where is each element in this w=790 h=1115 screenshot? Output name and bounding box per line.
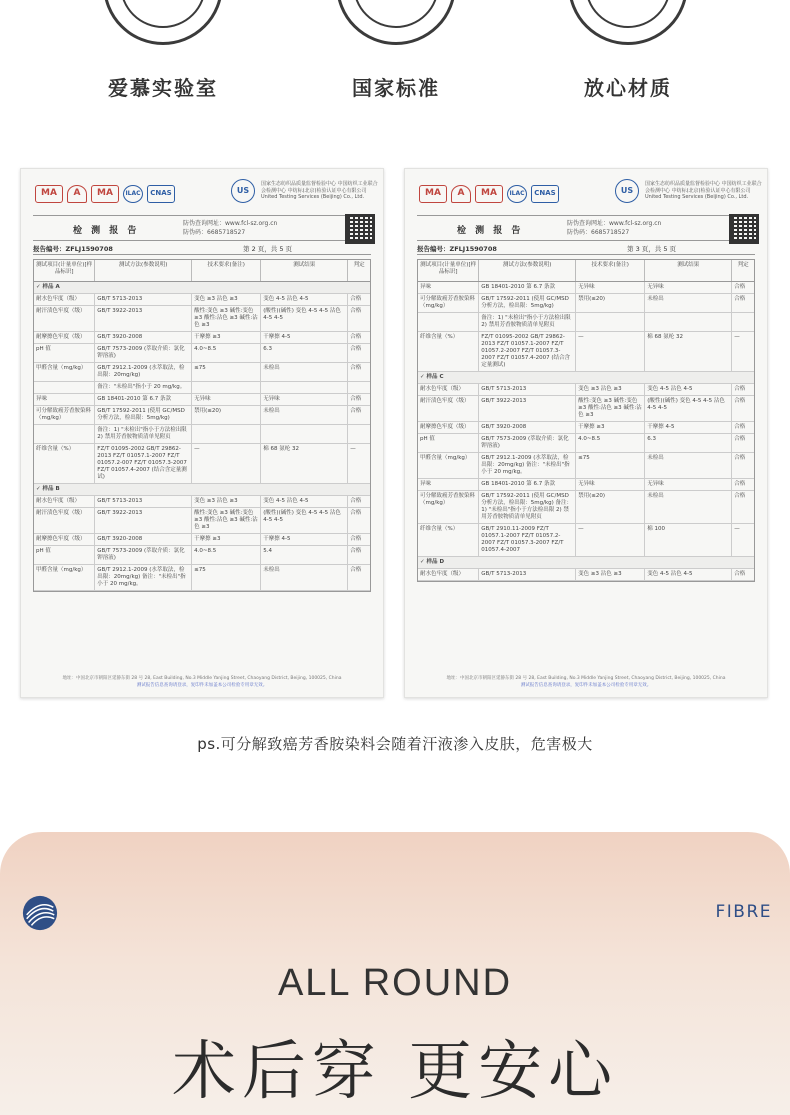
table-cell: GB/T 2912.1-2009 (水萃取法，检出限：20mg/kg) 备注："未检出"指小于 20 mg/kg。 [95, 565, 192, 590]
table-row [418, 384, 754, 396]
table-row [34, 306, 370, 332]
cert-badge-icon: ILAC [123, 185, 143, 203]
footer-note: 测试报告信息查询请登录，复印件未加盖本公司检验专用章无效。 [136, 683, 268, 688]
table-cell: GB/T 17592-2011 (使用 GC/MSD 分析方法，检出限：5mg/kg) 备注：1) "未检出"指小于方法检出限 2) 禁用芳香胺物质清单见附页 [479, 491, 576, 523]
table-cell: 合格 [734, 386, 746, 392]
table-cell: 合格 [350, 408, 362, 414]
table-cell: 酸性:变色 ≥3 碱性:变色 ≥3 酸性:沾色 ≥3 碱性:沾色 ≥3 [576, 396, 645, 421]
table-cell: 干摩擦 ≥3 [576, 422, 645, 433]
column-header: 测试项目(计量单位)[样品标识] [34, 260, 95, 281]
table-cell: 合格 [734, 455, 746, 461]
lab-name: 国家生态纺织品质量监督检验中心 中国纺织工业联合会检测中心 中纺标(北京)检验认证中心有限公司 United Testing Services (Beijing) Co., Ltd. [645, 181, 762, 200]
table-cell: GB/T 5713-2013 [479, 569, 576, 580]
lab-icon [103, 0, 223, 45]
table-cell: 棉 100 [645, 524, 732, 556]
report-number: 报告编号：ZFLJ1590708 [33, 245, 113, 253]
table-row [418, 524, 754, 557]
table-row [418, 422, 754, 434]
cert-badge-icon: CNAS [147, 185, 175, 203]
table-row [34, 546, 370, 565]
table-cell: 异味 [418, 282, 479, 293]
table-cell: 未检出 [645, 294, 732, 312]
table-cell: 合格 [734, 493, 746, 499]
column-header: 判定 [353, 262, 365, 268]
table-cell: 干摩擦 4-5 [645, 422, 732, 433]
cert-badge-icon: MA [35, 185, 63, 203]
table-row [34, 508, 370, 534]
table-cell [261, 425, 348, 443]
table-cell: ✓ 样品 C [420, 374, 444, 380]
table-cell: 耐汗渍色牢度（级） [34, 508, 95, 533]
report-title: 检 测 报 告 [73, 226, 140, 236]
table-cell: GB 18401-2010 第 6.7 条款 [95, 394, 192, 405]
table-cell [732, 313, 754, 331]
table-cell: 备注："未检出"指小于 20 mg/kg。 [95, 382, 192, 393]
table-row [34, 496, 370, 508]
table-cell: 备注：1) "未检出"指小于方法检出限 2) 禁用芳香胺物质清单见附页 [95, 425, 192, 443]
table-cell [192, 425, 261, 443]
table-cell: GB/T 7573-2009 (萃取介质：氯化钾溶液) [95, 546, 192, 564]
table-cell: FZ/T 01095-2002 GB/T 29862-2013 FZ/T 01057.1-2007 FZ/T 01057.2-007 FZ/T 01057.3-2007 FZ/T 01057.4-2007 (结合含定量测试) [95, 444, 192, 483]
table-cell: (酸性)(碱性) 变色 4-5 4-5 沾色 4-5 4-5 [261, 306, 348, 331]
table-cell [261, 382, 348, 393]
table-cell: 干摩擦 ≥3 [192, 534, 261, 545]
table-cell: 干摩擦 4-5 [261, 534, 348, 545]
banner-headline: 术后穿 更安心 [171, 1035, 619, 1109]
table-cell: 酸性:变色 ≥3 碱性:变色 ≥3 酸性:沾色 ≥3 碱性:沾色 ≥3 [192, 306, 261, 331]
column-header: 技术要求(备注) [192, 260, 261, 281]
table-cell: GB 18401-2010 第 6.7 条款 [479, 479, 576, 490]
table-cell: 合格 [734, 481, 746, 487]
table-cell: GB/T 2912.1-2009 (水萃取法，检出限：20mg/kg) 备注："未检出"指小于 20 mg/kg。 [479, 453, 576, 478]
table-cell: GB/T 17592-2011 (使用 GC/MSD 分析方法，检出限：5mg/kg) [95, 406, 192, 424]
table-cell: 6.3 [261, 344, 348, 362]
table-cell: 纤维含量（%） [418, 524, 479, 556]
table-cell: GB/T 3922-2013 [95, 306, 192, 331]
report-footer [33, 675, 371, 689]
table-row [418, 313, 754, 332]
table-cell: 合格 [350, 365, 362, 371]
table-cell: 合格 [350, 567, 362, 573]
table-cell: 合格 [350, 308, 362, 314]
table-cell: 无异味 [261, 394, 348, 405]
table-row [418, 434, 754, 453]
table-cell: ≤75 [192, 565, 261, 590]
qr-code-icon [729, 214, 759, 244]
column-header: 技术要求(备注) [576, 260, 645, 281]
sample-section [418, 557, 754, 569]
table-cell: 干摩擦 4-5 [261, 332, 348, 343]
table-cell: 4.0~8.5 [192, 344, 261, 362]
sample-section [34, 484, 370, 496]
qr-code-icon [345, 214, 375, 244]
table-cell: 合格 [734, 398, 746, 404]
cert-badge-icon: A [67, 185, 87, 203]
table-cell: 合格 [734, 296, 746, 302]
table-cell: pH 值 [418, 434, 479, 452]
table-cell [348, 425, 370, 443]
table-cell: 可分解致癌芳香胺染料（mg/kg） [34, 406, 95, 424]
table-cell: 合格 [350, 296, 362, 302]
table-header [34, 260, 370, 282]
report-number-row [33, 241, 371, 255]
table-row [34, 534, 370, 546]
table-row [34, 394, 370, 406]
table-cell: 禁用(≤20) [576, 294, 645, 312]
table-row [418, 479, 754, 491]
table-cell: 纤维含量（%） [418, 332, 479, 371]
table-cell: 耐摩擦色牢度（级） [418, 422, 479, 433]
footer-address: 地址：中国北京市朝阳区延静东街 28 号 28, East Building, No.3 Middle Yanjing Street, Chaoyang District, Beijing, 100025, China [62, 676, 342, 681]
table-cell: 可分解致癌芳香胺染料（mg/kg） [418, 491, 479, 523]
table-row [34, 344, 370, 363]
table-cell [576, 313, 645, 331]
results-table [417, 259, 755, 582]
table-cell: pH 值 [34, 344, 95, 362]
table-row [418, 282, 754, 294]
table-cell: 酸性:变色 ≥3 碱性:变色 ≥3 酸性:沾色 ≥3 碱性:沾色 ≥3 [192, 508, 261, 533]
table-cell: 4.0~8.5 [576, 434, 645, 452]
lab-logo-icon: US [615, 179, 639, 203]
table-cell: — [576, 524, 645, 556]
cert-badge-icon: MA [419, 185, 447, 203]
table-row [34, 363, 370, 382]
table-cell: 未检出 [645, 453, 732, 478]
table-cell: 异味 [34, 394, 95, 405]
table-cell [192, 382, 261, 393]
table-row [418, 396, 754, 422]
feature-label: 放心材质 [584, 76, 672, 100]
table-cell: GB/T 2912.1-2009 (水萃取法，检出限：20mg/kg) [95, 363, 192, 381]
table-cell: 变色 4-5 沾色 4-5 [645, 569, 732, 580]
table-row [34, 332, 370, 344]
table-cell: 合格 [350, 334, 362, 340]
table-cell: 合格 [350, 536, 362, 542]
column-header: 判定 [737, 262, 749, 268]
table-cell: 变色 ≥3 沾色 ≥3 [192, 496, 261, 507]
verify-code: 防伪码：6685718527 [183, 229, 246, 236]
verify-info [567, 219, 661, 237]
table-cell: 耐水色牢度（级） [34, 294, 95, 305]
table-row [34, 406, 370, 425]
table-cell: 变色 ≥3 沾色 ≥3 [576, 569, 645, 580]
table-cell: 未检出 [261, 406, 348, 424]
table-cell: — [192, 444, 261, 483]
table-cell: pH 值 [34, 546, 95, 564]
table-cell: GB/T 5713-2013 [479, 384, 576, 395]
table-cell: 纤维含量（%） [34, 444, 95, 483]
table-cell: 耐汗渍色牢度（级） [418, 396, 479, 421]
lab-logo-icon: US [231, 179, 255, 203]
table-cell: — [734, 334, 740, 340]
table-cell: 耐水色牢度（级） [418, 384, 479, 395]
table-cell: — [350, 446, 356, 452]
feature-label: 国家标准 [352, 76, 440, 100]
table-cell: 5.4 [261, 546, 348, 564]
cert-badge-icon: A [451, 185, 471, 203]
table-row [418, 491, 754, 524]
table-cell: 耐摩擦色牢度（级） [34, 534, 95, 545]
table-cell: — [576, 332, 645, 371]
table-cell: 异味 [418, 479, 479, 490]
table-cell: 无异味 [576, 282, 645, 293]
table-row [34, 425, 370, 444]
column-header: 测试结果 [261, 260, 348, 281]
table-cell: 干摩擦 ≥3 [192, 332, 261, 343]
table-cell: 未检出 [261, 565, 348, 590]
table-cell: 禁用(≤20) [192, 406, 261, 424]
verify-info [183, 219, 277, 237]
table-cell [348, 382, 370, 393]
table-row [34, 444, 370, 484]
page-number: 第 3 页，共 5 页 [627, 245, 677, 253]
table-row [418, 453, 754, 479]
cert-badge-icon: MA [91, 185, 119, 203]
report-number-row [417, 241, 755, 255]
table-cell: GB/T 5713-2013 [95, 496, 192, 507]
table-cell: 变色 4-5 沾色 4-5 [261, 496, 348, 507]
table-cell: 未检出 [645, 491, 732, 523]
table-cell: ≤75 [192, 363, 261, 381]
table-cell: GB/T 7573-2009 (萃取介质：氯化钾溶液) [479, 434, 576, 452]
table-cell: 无异味 [576, 479, 645, 490]
table-cell: — [734, 526, 740, 532]
table-cell: 合格 [734, 571, 746, 577]
report-title-row [33, 215, 371, 241]
footer-note: 测试报告信息查询请登录，复印件未加盖本公司检验专用章无效。 [520, 683, 652, 688]
table-cell: GB/T 3922-2013 [95, 508, 192, 533]
verify-website: 防伪查询网址：www.fcl-sz.org.cn [567, 220, 662, 227]
table-cell: GB/T 3920-2008 [479, 422, 576, 433]
table-cell: GB 18401-2010 第 6.7 条款 [479, 282, 576, 293]
table-cell: 禁用(≤20) [576, 491, 645, 523]
report-title-row [417, 215, 755, 241]
table-cell [34, 425, 95, 443]
table-header [418, 260, 754, 282]
footer-address: 地址：中国北京市朝阳区延静东街 28 号 28, East Building, No.3 Middle Yanjing Street, Chaoyang District, Beijing, 100025, China [446, 676, 726, 681]
feature-row [0, 0, 790, 140]
table-cell: 合格 [350, 396, 362, 402]
table-cell: 合格 [350, 510, 362, 516]
page-number: 第 2 页，共 5 页 [243, 245, 293, 253]
results-table [33, 259, 371, 592]
table-cell: GB/T 3920-2008 [95, 534, 192, 545]
table-cell: 合格 [734, 424, 746, 430]
cert-badge-icon: MA [475, 185, 503, 203]
report-header [405, 169, 767, 215]
table-cell: 6.3 [645, 434, 732, 452]
table-cell: 耐水色牢度（级） [418, 569, 479, 580]
table-cell: 耐水色牢度（级） [34, 496, 95, 507]
table-row [34, 565, 370, 591]
table-cell: 甲醛含量（mg/kg） [34, 565, 95, 590]
table-cell: 棉 68 氨纶 32 [261, 444, 348, 483]
test-report-page-3 [404, 168, 768, 698]
table-cell: 无异味 [192, 394, 261, 405]
table-cell: GB/T 17592-2011 (使用 GC/MSD 分析方法，检出限：5mg/kg) [479, 294, 576, 312]
table-cell [418, 313, 479, 331]
table-cell: 合格 [734, 436, 746, 442]
table-cell: ✓ 样品 D [420, 559, 445, 565]
table-row [418, 294, 754, 313]
lab-name: 国家生态纺织品质量监督检验中心 中国纺织工业联合会检测中心 中纺标(北京)检验认证中心有限公司 United Testing Services (Beijing) Co., Ltd. [261, 181, 378, 200]
table-cell: 耐汗渍色牢度（级） [34, 306, 95, 331]
verify-website: 防伪查询网址：www.fcl-sz.org.cn [183, 220, 278, 227]
table-cell: (酸性)(碱性) 变色 4-5 4-5 沾色 4-5 4-5 [645, 396, 732, 421]
standard-icon [336, 0, 456, 45]
table-row [418, 332, 754, 372]
table-cell [34, 382, 95, 393]
table-cell: ≤75 [576, 453, 645, 478]
warning-caption: ps.可分解致癌芳香胺染料会随着汗液渗入皮肤，危害极大 [197, 735, 593, 753]
table-cell: 合格 [350, 548, 362, 554]
table-cell [645, 313, 732, 331]
table-cell: 变色 ≥3 沾色 ≥3 [192, 294, 261, 305]
table-cell: ✓ 样品 A [36, 284, 60, 290]
fibre-logo-icon [21, 894, 59, 932]
table-cell: 未检出 [261, 363, 348, 381]
table-row [418, 569, 754, 581]
table-row [34, 382, 370, 394]
cert-badge-icon: CNAS [531, 185, 559, 203]
table-row [34, 294, 370, 306]
report-header [21, 169, 383, 215]
sample-section [34, 282, 370, 294]
table-cell: 变色 4-5 沾色 4-5 [645, 384, 732, 395]
column-header: 测试方法(参数说明) [95, 260, 192, 281]
table-cell: 变色 4-5 沾色 4-5 [261, 294, 348, 305]
table-cell: 4.0~8.5 [192, 546, 261, 564]
feature-label: 爱慕实验室 [108, 76, 218, 100]
table-cell: GB/T 2910.11-2009 FZ/T 01057.1-2007 FZ/T 01057.2-2007 FZ/T 01057.3-2007 FZ/T 01057.4-2007 [479, 524, 576, 556]
banner-subtitle: ALL ROUND [277, 962, 513, 1004]
table-cell: 合格 [350, 346, 362, 352]
table-cell: 棉 68 氨纶 32 [645, 332, 732, 371]
table-cell: GB/T 7573-2009 (萃取介质：氯化钾溶液) [95, 344, 192, 362]
table-cell: 甲醛含量（mg/kg） [34, 363, 95, 381]
sample-section [418, 372, 754, 384]
table-cell: 无异味 [645, 282, 732, 293]
column-header: 测试项目(计量单位)[样品标识] [418, 260, 479, 281]
table-cell: GB/T 3922-2013 [479, 396, 576, 421]
table-cell: GB/T 3920-2008 [95, 332, 192, 343]
report-number: 报告编号：ZFLJ1590708 [417, 245, 497, 253]
cert-badge-icon: ILAC [507, 185, 527, 203]
bottom-banner [0, 832, 790, 1115]
column-header: 测试结果 [645, 260, 732, 281]
table-cell: (酸性)(碱性) 变色 4-5 4-5 沾色 4-5 4-5 [261, 508, 348, 533]
table-cell: 合格 [350, 498, 362, 504]
verify-code: 防伪码：6685718527 [567, 229, 630, 236]
table-cell: 无异味 [645, 479, 732, 490]
report-footer [417, 675, 755, 689]
table-cell: 合格 [734, 284, 746, 290]
table-cell: 甲醛含量（mg/kg） [418, 453, 479, 478]
table-cell: GB/T 5713-2013 [95, 294, 192, 305]
test-report-page-2 [20, 168, 384, 698]
table-cell: FZ/T 01095-2002 GB/T 29862-2013 FZ/T 01057.1-2007 FZ/T 01057.2-2007 FZ/T 01057.3-2007 FZ/T 01057.4-2007 (结合含定量测试) [479, 332, 576, 371]
column-header: 测试方法(参数说明) [479, 260, 576, 281]
material-icon [568, 0, 688, 45]
fibre-label: FIBRE [715, 902, 772, 922]
report-title: 检 测 报 告 [457, 226, 524, 236]
table-cell: 变色 ≥3 沾色 ≥3 [576, 384, 645, 395]
table-cell: 备注：1) "未检出"指小于方法检出限 2) 禁用芳香胺物质清单见附页 [479, 313, 576, 331]
table-cell: ✓ 样品 B [36, 486, 60, 492]
table-cell: 可分解致癌芳香胺染料（mg/kg） [418, 294, 479, 312]
table-cell: 耐摩擦色牢度（级） [34, 332, 95, 343]
